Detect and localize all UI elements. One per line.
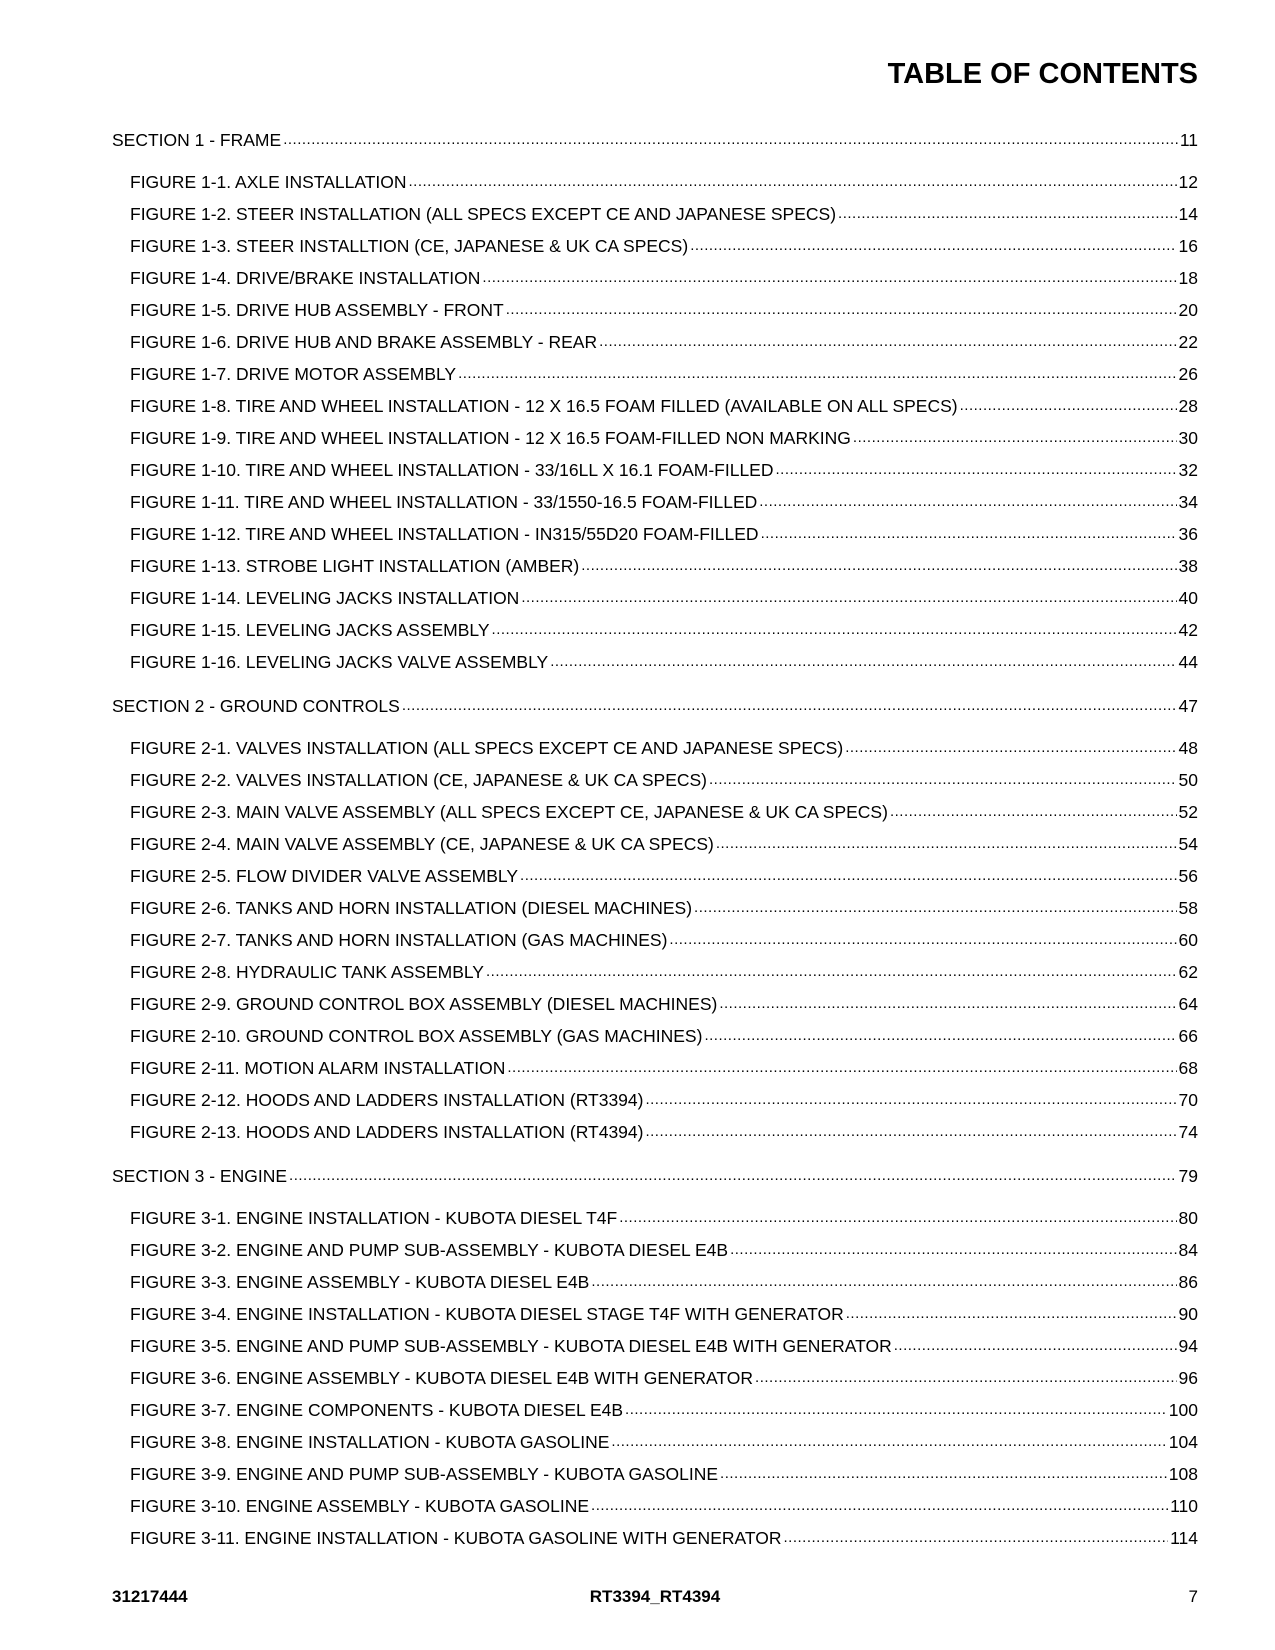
toc-entry-page: 60 [1178,929,1198,950]
dot-leader [591,1270,1176,1288]
toc-entry-label: FIGURE 2-3. MAIN VALVE ASSEMBLY (ALL SPECS EXCEPT CE, JAPANESE & UK CA SPECS) [130,801,888,822]
toc-entry-page: 110 [1170,1495,1198,1516]
toc-entry-label: FIGURE 2-7. TANKS AND HORN INSTALLATION (GAS MACHINES) [130,929,668,950]
dot-leader [784,1526,1169,1544]
toc-entry-label: FIGURE 1-14. LEVELING JACKS INSTALLATION [130,587,520,608]
toc-figure-entry[interactable] [112,864,1198,896]
toc-entry-page: 56 [1178,865,1198,886]
toc-entry-page: 58 [1178,897,1198,918]
toc-figure-entry[interactable] [112,586,1198,618]
toc-entry-label: FIGURE 1-10. TIRE AND WHEEL INSTALLATION - 33/16LL X 16.1 FOAM-FILLED [130,459,774,480]
toc-entry-page: 34 [1178,491,1198,512]
toc-figure-entry[interactable] [112,928,1198,960]
toc-figure-entry[interactable] [112,522,1198,554]
toc-entry-label: FIGURE 3-10. ENGINE ASSEMBLY - KUBOTA GASOLINE [130,1495,590,1516]
toc-figure-entry[interactable] [112,1494,1198,1526]
toc-entry-page: 100 [1168,1399,1198,1420]
toc-entry-label: FIGURE 2-6. TANKS AND HORN INSTALLATION (DIESEL MACHINES) [130,897,693,918]
dot-leader [619,1206,1176,1224]
dot-leader [704,1024,1176,1042]
toc-figure-entry[interactable] [112,554,1198,586]
toc-entry-label: FIGURE 2-13. HOODS AND LADDERS INSTALLATION (RT4394) [130,1121,644,1142]
toc-entry-page: 52 [1178,801,1198,822]
toc-entry-page: 66 [1178,1025,1198,1046]
dot-leader [730,1238,1176,1256]
dot-leader [716,832,1177,850]
toc-entry-page: 114 [1170,1527,1198,1548]
toc-figure-entry[interactable] [112,266,1198,298]
dot-leader [755,1366,1177,1384]
toc-entry-page: 94 [1178,1335,1198,1356]
toc-entry-label: FIGURE 2-12. HOODS AND LADDERS INSTALLATION (RT3394) [130,1089,644,1110]
toc-entry-label: SECTION 2 - GROUND CONTROLS [112,695,400,716]
toc-figure-entry[interactable] [112,1302,1198,1334]
toc-entry-page: 74 [1178,1121,1198,1142]
toc-figure-entry[interactable] [112,458,1198,490]
dot-leader [581,554,1176,572]
toc-figure-entry[interactable] [112,768,1198,800]
toc-figure-entry[interactable] [112,1238,1198,1270]
dot-leader [289,1164,1177,1182]
toc-entry-page: 96 [1178,1367,1198,1388]
toc-entry-page: 11 [1179,129,1198,150]
toc-entry-label: FIGURE 3-1. ENGINE INSTALLATION - KUBOTA DIESEL T4F [130,1207,618,1228]
toc-entry-label: FIGURE 1-15. LEVELING JACKS ASSEMBLY [130,619,490,640]
toc-figure-entry[interactable] [112,1120,1198,1152]
dot-leader [492,618,1177,636]
toc-entry-label: FIGURE 3-4. ENGINE INSTALLATION - KUBOTA DIESEL STAGE T4F WITH GENERATOR [130,1303,844,1324]
toc-figure-entry[interactable] [112,800,1198,832]
page-footer [112,1587,1198,1611]
toc-entry-page: 47 [1178,695,1198,716]
toc-figure-entry[interactable] [112,1206,1198,1238]
toc-entry-label: FIGURE 3-5. ENGINE AND PUMP SUB-ASSEMBLY - KUBOTA DIESEL E4B WITH GENERATOR [130,1335,892,1356]
toc-entry-label: FIGURE 1-7. DRIVE MOTOR ASSEMBLY [130,363,457,384]
toc-figure-entry[interactable] [112,832,1198,864]
toc-entry-label: FIGURE 2-1. VALVES INSTALLATION (ALL SPECS EXCEPT CE AND JAPANESE SPECS) [130,737,844,758]
toc-figure-entry[interactable] [112,896,1198,928]
dot-leader [720,1462,1167,1480]
dot-leader [521,586,1176,604]
toc-entry-label: FIGURE 2-2. VALVES INSTALLATION (CE, JAPANESE & UK CA SPECS) [130,769,708,790]
toc-entry-page: 62 [1178,961,1198,982]
toc-entry-label: FIGURE 2-10. GROUND CONTROL BOX ASSEMBLY (GAS MACHINES) [130,1025,703,1046]
toc-entry-label: FIGURE 1-4. DRIVE/BRAKE INSTALLATION [130,267,481,288]
dot-leader [846,1302,1177,1320]
dot-leader [709,768,1177,786]
toc-entry-label: FIGURE 1-3. STEER INSTALLTION (CE, JAPANESE & UK CA SPECS) [130,235,689,256]
toc-entry-label: FIGURE 1-12. TIRE AND WHEEL INSTALLATION - IN315/55D20 FOAM-FILLED [130,523,759,544]
dot-leader [759,490,1176,508]
toc-figure-entry[interactable] [112,362,1198,394]
toc-entry-page: 90 [1178,1303,1198,1324]
toc-entry-label: SECTION 1 - FRAME [112,129,282,150]
dot-leader [599,330,1176,348]
toc-figure-entry[interactable] [112,1398,1198,1430]
toc-section [112,128,1198,682]
toc-entry-page: 42 [1178,619,1198,640]
toc-entry-label: FIGURE 2-11. MOTION ALARM INSTALLATION [130,1057,506,1078]
dot-leader [775,458,1176,476]
toc-entry-label: FIGURE 1-2. STEER INSTALLATION (ALL SPECS EXCEPT CE AND JAPANESE SPECS) [130,203,837,224]
toc-figure-entry[interactable] [112,650,1198,682]
dot-leader [520,864,1177,882]
toc-entry-page: 18 [1178,267,1198,288]
toc-entry-label: FIGURE 1-13. STROBE LIGHT INSTALLATION (AMBER) [130,555,580,576]
toc-entry-page: 70 [1178,1089,1198,1110]
dot-leader [486,960,1177,978]
dot-leader [838,202,1177,220]
toc-entry-label: FIGURE 3-9. ENGINE AND PUMP SUB-ASSEMBLY - KUBOTA GASOLINE [130,1463,719,1484]
dot-leader [591,1494,1168,1512]
document-number: 31217444 [112,1587,188,1606]
toc-figure-entry[interactable] [112,1462,1198,1494]
toc-figure-entry[interactable] [112,992,1198,1024]
toc-section-heading[interactable] [112,128,1198,160]
dot-leader [458,362,1176,380]
toc-figure-entry[interactable] [112,298,1198,330]
toc-entry-label: FIGURE 1-8. TIRE AND WHEEL INSTALLATION - 12 X 16.5 FOAM FILLED (AVAILABLE ON ALL SPECS) [130,395,958,416]
toc-figure-entry[interactable] [112,1270,1198,1302]
dot-leader [845,736,1176,754]
table-of-contents [112,128,1198,1558]
toc-figure-entry[interactable] [112,394,1198,426]
page-number: 7 [1188,1587,1198,1606]
toc-entry-label: FIGURE 2-4. MAIN VALVE ASSEMBLY (CE, JAPANESE & UK CA SPECS) [130,833,714,854]
toc-figure-entry[interactable] [112,1056,1198,1088]
toc-entry-label: FIGURE 1-5. DRIVE HUB ASSEMBLY - FRONT [130,299,504,320]
toc-entry-label: FIGURE 1-6. DRIVE HUB AND BRAKE ASSEMBLY - REAR [130,331,598,352]
dot-leader [611,1430,1166,1448]
toc-entry-page: 86 [1178,1271,1198,1292]
toc-entry-label: FIGURE 3-11. ENGINE INSTALLATION - KUBOTA GASOLINE WITH GENERATOR [130,1527,782,1548]
toc-figure-entry[interactable] [112,960,1198,992]
toc-entry-label: FIGURE 3-7. ENGINE COMPONENTS - KUBOTA DIESEL E4B [130,1399,624,1420]
toc-section-heading[interactable] [112,694,1198,726]
dot-leader [625,1398,1167,1416]
toc-entry-page: 79 [1178,1165,1198,1186]
toc-entry-page: 80 [1178,1207,1198,1228]
toc-entry-label: SECTION 3 - ENGINE [112,1165,288,1186]
dot-leader [719,992,1176,1010]
dot-leader [853,426,1177,444]
dot-leader [894,1334,1177,1352]
toc-entry-page: 40 [1178,587,1198,608]
toc-figure-entry[interactable] [112,1024,1198,1056]
toc-entry-page: 14 [1178,203,1198,224]
toc-entry-label: FIGURE 1-11. TIRE AND WHEEL INSTALLATION - 33/1550-16.5 FOAM-FILLED [130,491,758,512]
toc-entry-page: 44 [1178,651,1198,672]
toc-section [112,1164,1198,1558]
toc-figure-entry[interactable] [112,1366,1198,1398]
toc-figure-entry[interactable] [112,618,1198,650]
toc-figure-entry[interactable] [112,202,1198,234]
toc-entry-page: 50 [1178,769,1198,790]
toc-entry-page: 30 [1178,427,1198,448]
dot-leader [402,694,1177,712]
toc-entry-label: FIGURE 1-16. LEVELING JACKS VALVE ASSEMBLY [130,651,549,672]
toc-entry-page: 36 [1178,523,1198,544]
toc-figure-entry[interactable] [112,490,1198,522]
toc-section-heading[interactable] [112,1164,1198,1196]
toc-entry-label: FIGURE 3-8. ENGINE INSTALLATION - KUBOTA GASOLINE [130,1431,610,1452]
toc-section [112,694,1198,1152]
dot-leader [960,394,1177,412]
toc-entry-label: FIGURE 3-3. ENGINE ASSEMBLY - KUBOTA DIESEL E4B [130,1271,590,1292]
dot-leader [409,170,1177,188]
dot-leader [507,1056,1176,1074]
dot-leader [890,800,1177,818]
toc-entry-page: 68 [1178,1057,1198,1078]
toc-entry-page: 32 [1178,459,1198,480]
toc-entry-label: FIGURE 2-9. GROUND CONTROL BOX ASSEMBLY (DIESEL MACHINES) [130,993,718,1014]
toc-entry-page: 64 [1178,993,1198,1014]
dot-leader [506,298,1177,316]
dot-leader [690,234,1176,252]
toc-entry-page: 28 [1178,395,1198,416]
toc-entry-label: FIGURE 1-9. TIRE AND WHEEL INSTALLATION - 12 X 16.5 FOAM-FILLED NON MARKING [130,427,851,448]
dot-leader [645,1120,1176,1138]
toc-entry-page: 104 [1168,1431,1198,1452]
toc-figure-entry[interactable] [112,1526,1198,1558]
toc-figure-entry[interactable] [112,234,1198,266]
toc-entry-label: FIGURE 3-2. ENGINE AND PUMP SUB-ASSEMBLY - KUBOTA DIESEL E4B [130,1239,729,1260]
toc-entry-page: 22 [1178,331,1198,352]
toc-figure-entry[interactable] [112,330,1198,362]
toc-entry-page: 16 [1178,235,1198,256]
dot-leader [482,266,1176,284]
toc-figure-entry[interactable] [112,1430,1198,1462]
page-title: TABLE OF CONTENTS [887,58,1198,90]
toc-entry-page: 48 [1178,737,1198,758]
toc-figure-entry[interactable] [112,170,1198,202]
toc-entry-label: FIGURE 2-5. FLOW DIVIDER VALVE ASSEMBLY [130,865,519,886]
toc-entry-page: 12 [1178,171,1198,192]
toc-figure-entry[interactable] [112,736,1198,768]
model-name: RT3394_RT4394 [589,1587,721,1606]
toc-entry-page: 20 [1178,299,1198,320]
toc-entry-page: 26 [1178,363,1198,384]
toc-entry-page: 54 [1178,833,1198,854]
dot-leader [669,928,1176,946]
dot-leader [283,128,1178,146]
toc-entry-page: 84 [1178,1239,1198,1260]
toc-entry-page: 108 [1168,1463,1198,1484]
dot-leader [761,522,1177,540]
toc-entry-label: FIGURE 1-1. AXLE INSTALLATION [130,171,407,192]
toc-figure-entry[interactable] [112,1334,1198,1366]
toc-figure-entry[interactable] [112,426,1198,458]
dot-leader [694,896,1176,914]
dot-leader [550,650,1176,668]
toc-figure-entry[interactable] [112,1088,1198,1120]
toc-entry-label: FIGURE 2-8. HYDRAULIC TANK ASSEMBLY [130,961,484,982]
dot-leader [645,1088,1176,1106]
toc-entry-page: 38 [1178,555,1198,576]
toc-entry-label: FIGURE 3-6. ENGINE ASSEMBLY - KUBOTA DIESEL E4B WITH GENERATOR [130,1367,754,1388]
